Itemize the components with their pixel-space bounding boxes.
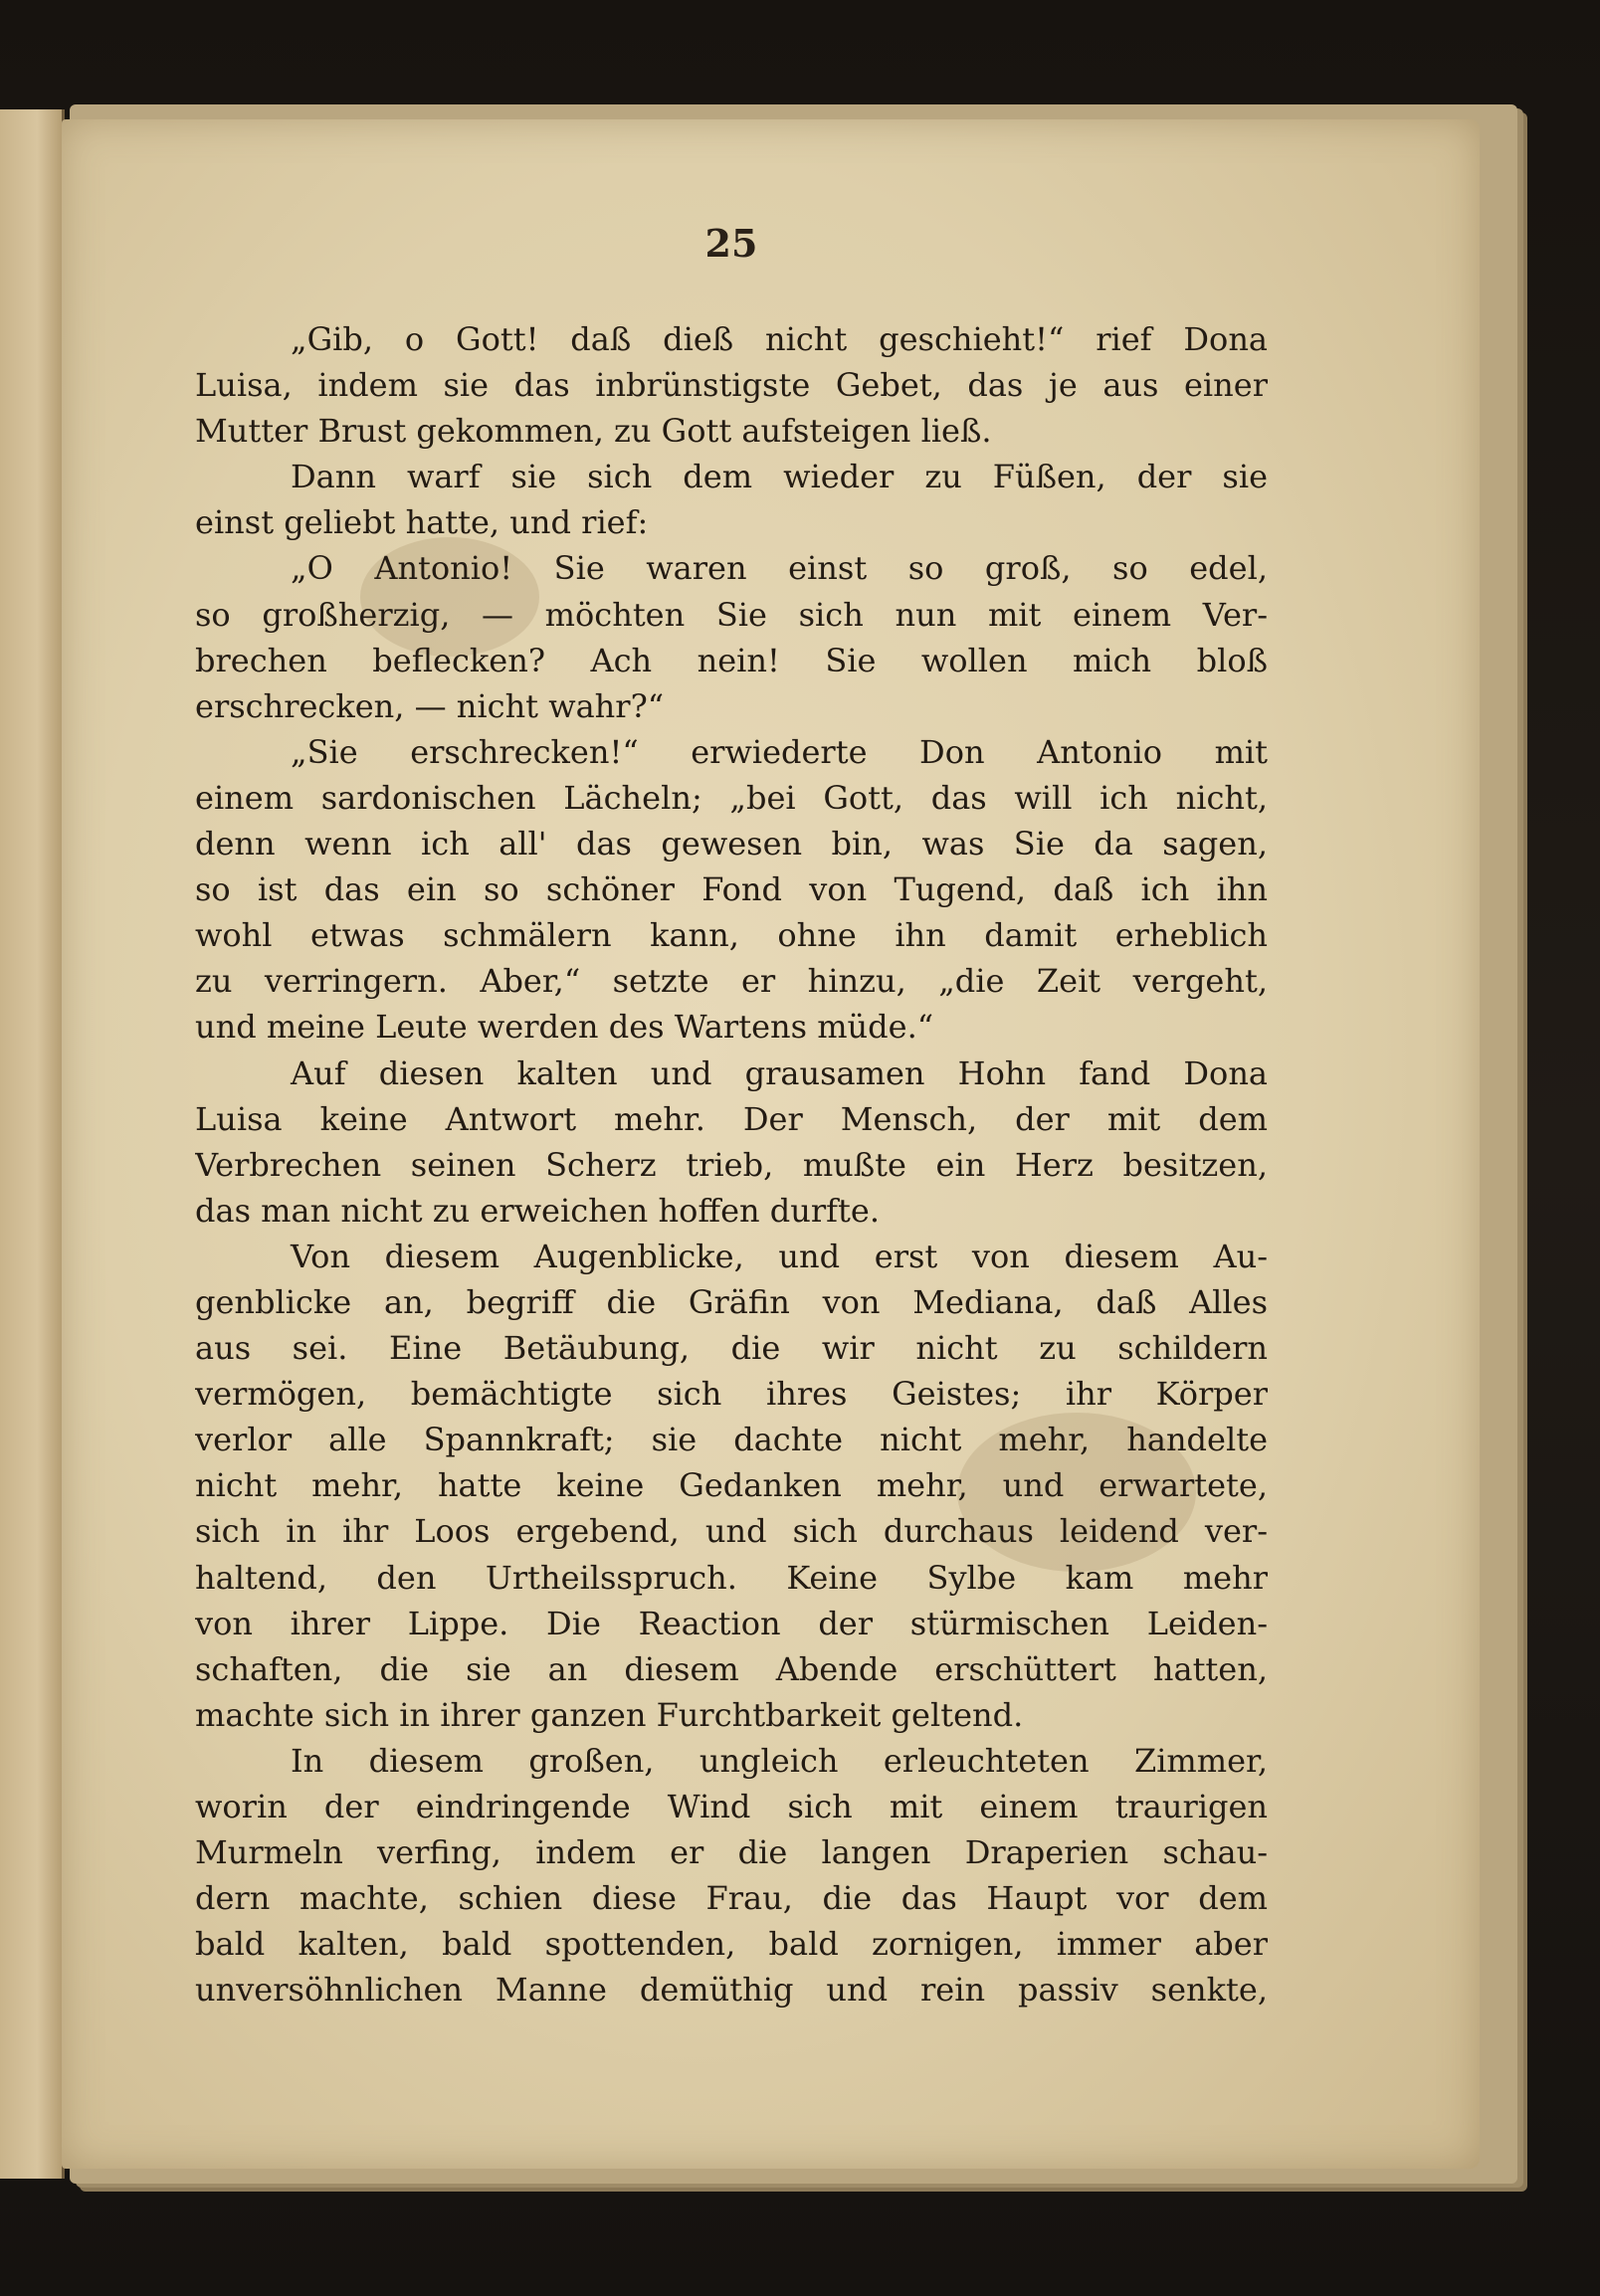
text-line: In diesem großen, ungleich erleuchteten Zimmer,	[291, 1741, 1268, 1780]
text-line: Murmeln verfing, indem er die langen Draperien schau-	[195, 1833, 1268, 1872]
text-line: Mutter Brust gekommen, zu Gott aufsteigen ließ.	[195, 412, 992, 451]
text-line: schaften, die sie an diesem Abende erschüttert hatten,	[195, 1649, 1268, 1688]
text-line: „O Antonio! Sie waren einst so groß, so edel,	[291, 549, 1268, 588]
text-line: denn wenn ich all' das gewesen bin, was Sie da sagen,	[195, 825, 1268, 863]
text-line: Luisa, indem sie das inbrünstigste Gebet, das je aus einer	[195, 366, 1268, 405]
text-line: Auf diesen kalten und grausamen Hohn fand Dona	[291, 1053, 1268, 1092]
text-line: das man nicht zu erweichen hoffen durfte.	[195, 1191, 880, 1230]
text-line: Von diesem Augenblicke, und erst von diesem Au-	[291, 1237, 1268, 1275]
text-line: unversöhnlichen Manne demüthig und rein passiv senkte,	[195, 1971, 1268, 2009]
text-line: einst geliebt hatte, und rief:	[195, 503, 649, 542]
text-line: dern machte, schien diese Frau, die das Haupt vor dem	[195, 1879, 1268, 1918]
text-line: genblicke an, begriff die Gräfin von Mediana, daß Alles	[195, 1282, 1268, 1321]
text-line: sich in ihr Loos ergebend, und sich durchaus leidend ver-	[195, 1512, 1268, 1551]
page-number: 25	[704, 221, 758, 266]
text-line: Verbrechen seinen Scherz trieb, mußte ein Herz besitzen,	[195, 1145, 1268, 1184]
text-line: aus sei. Eine Betäubung, die wir nicht zu schildern	[195, 1329, 1268, 1368]
text-line: brechen beflecken? Ach nein! Sie wollen mich bloß	[195, 641, 1268, 679]
text-line: verlor alle Spannkraft; sie dachte nicht mehr, handelte	[195, 1421, 1268, 1459]
text-line: so großherzig, — möchten Sie sich nun mit einem Ver-	[195, 595, 1268, 634]
body-text	[195, 316, 1268, 2012]
text-line: Luisa keine Antwort mehr. Der Mensch, der mit dem	[195, 1099, 1268, 1138]
text-line: machte sich in ihrer ganzen Furchtbarkeit geltend.	[195, 1695, 1024, 1734]
left-page-edge	[0, 109, 65, 2179]
text-line: von ihrer Lippe. Die Reaction der stürmischen Leiden-	[195, 1604, 1268, 1642]
text-line: haltend, den Urtheilsspruch. Keine Sylbe kam mehr	[195, 1558, 1268, 1597]
text-line: „Gib, o Gott! daß dieß nicht geschieht!“ rief Dona	[291, 320, 1268, 358]
text-line: vermögen, bemächtigte sich ihres Geistes; ihr Körper	[195, 1375, 1268, 1414]
text-line: nicht mehr, hatte keine Gedanken mehr, und erwartete,	[195, 1466, 1268, 1505]
text-line: Dann warf sie sich dem wieder zu Füßen, der sie	[291, 458, 1268, 496]
text-line: so ist das ein so schöner Fond von Tugend, daß ich ihn	[195, 870, 1268, 909]
text-line: worin der eindringende Wind sich mit einem traurigen	[195, 1788, 1268, 1825]
text-line: und meine Leute werden des Wartens müde.“	[195, 1008, 934, 1047]
text-line: bald kalten, bald spottenden, bald zornigen, immer aber	[195, 1925, 1268, 1964]
text-line: wohl etwas schmälern kann, ohne ihn damit erheblich	[195, 916, 1268, 955]
text-line: einem sardonischen Lächeln; „bei Gott, das will ich nicht,	[195, 778, 1268, 817]
text-line: „Sie erschrecken!“ erwiederte Don Antonio mit	[291, 732, 1268, 771]
text-line: zu verringern. Aber,“ setzte er hinzu, „die Zeit vergeht,	[195, 962, 1268, 1001]
text-line: erschrecken, — nicht wahr?“	[195, 686, 665, 725]
